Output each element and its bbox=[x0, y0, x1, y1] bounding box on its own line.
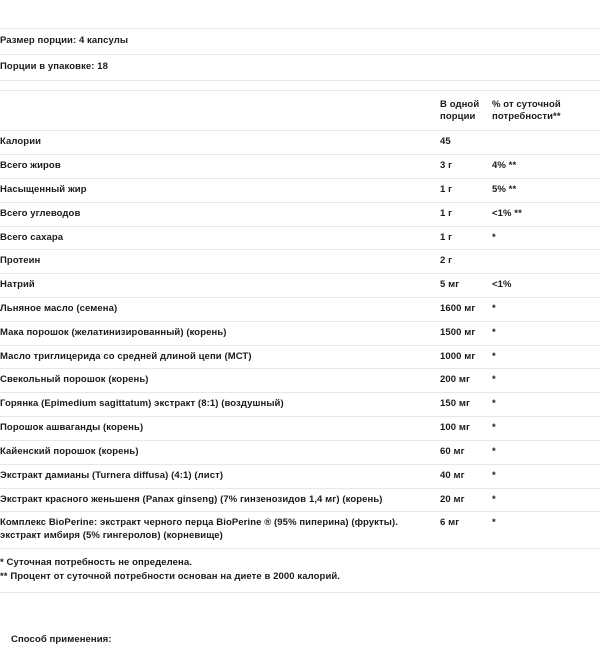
table-bottom-rule bbox=[0, 592, 600, 608]
nutrient-amount: 1 г bbox=[440, 207, 453, 219]
nutrient-name: Порошок ашваганды (корень) bbox=[0, 422, 144, 434]
footnote-single-asterisk: * Суточная потребность не определена. bbox=[0, 556, 192, 568]
table-row bbox=[0, 178, 600, 202]
table-spacer-cell bbox=[0, 80, 600, 90]
table-row bbox=[0, 155, 600, 179]
nutrient-amount: 40 мг bbox=[440, 469, 465, 481]
nutrient-amount: 3 г bbox=[440, 160, 453, 172]
nutrient-amount: 1500 мг bbox=[440, 326, 476, 338]
nutrient-amount: 200 мг bbox=[440, 374, 471, 386]
nutrient-amount: 150 мг bbox=[440, 398, 471, 410]
nutrient-name: Свекольный порошок (корень) bbox=[0, 374, 149, 386]
nutrient-amount: 1000 мг bbox=[440, 350, 476, 362]
nutrient-daily-value: * bbox=[492, 303, 496, 314]
nutrient-name: Кайенский порошок (корень) bbox=[0, 445, 139, 457]
nutrient-name: Комплекс BioPerine: экстракт черного перца BioPerine ® (95% пиперина) (фрукты). экстракт имбиря (5% гингеролов) (корневище) bbox=[0, 517, 398, 542]
servings-per-container-row bbox=[0, 54, 600, 80]
nutrient-name: Всего сахара bbox=[0, 231, 64, 243]
column-header-daily-value: % от суточной потребности** bbox=[492, 98, 561, 122]
table-row bbox=[0, 298, 600, 322]
nutrient-daily-value: <1% ** bbox=[492, 207, 522, 219]
nutrient-daily-value: * bbox=[492, 493, 496, 505]
table-row bbox=[0, 393, 600, 417]
nutrient-daily-value: * bbox=[492, 374, 496, 386]
nutrient-name: Экстракт дамианы (Turnera diffusa) (4:1) (лист) bbox=[0, 469, 224, 481]
nutrient-name: Горянка (Epimedium sagittatum) экстракт (8:1) (воздушный) bbox=[0, 398, 284, 410]
table-row bbox=[0, 131, 600, 155]
nutrient-amount: 1 г bbox=[440, 231, 453, 243]
nutrient-name: Экстракт красного женьшеня (Panax ginseng) (7% гинзенозидов 1,4 мг) (корень) bbox=[0, 493, 383, 505]
nutrient-name: Натрий bbox=[0, 279, 35, 291]
nutrient-name: Протеин bbox=[0, 255, 41, 267]
nutrient-name: Калории bbox=[0, 136, 42, 148]
nutrient-daily-value: * bbox=[492, 326, 496, 338]
serving-size-row bbox=[0, 29, 600, 55]
nutrient-daily-value: * bbox=[492, 469, 496, 481]
nutrient-amount: 45 bbox=[440, 136, 451, 148]
supplement-facts-table bbox=[0, 28, 600, 592]
table-row bbox=[0, 488, 600, 512]
nutrient-daily-value bbox=[492, 250, 600, 274]
nutrient-amount: 6 мг bbox=[440, 517, 460, 529]
nutrient-name: Всего жиров bbox=[0, 160, 61, 172]
nutrient-daily-value: * bbox=[492, 398, 496, 410]
table-row bbox=[0, 440, 600, 464]
nutrient-name: Масло триглицерида со средней длиной цепи (МСТ) bbox=[0, 350, 252, 362]
table-row bbox=[0, 417, 600, 441]
nutrient-daily-value: * bbox=[492, 517, 496, 529]
nutrient-name: Всего углеводов bbox=[0, 207, 81, 219]
table-header-row bbox=[0, 90, 600, 131]
table-row bbox=[0, 250, 600, 274]
nutrient-name: Мака порошок (желатинизированный) (корень) bbox=[0, 326, 227, 338]
nutrient-amount: 5 мг bbox=[440, 279, 460, 291]
nutrient-amount: 2 г bbox=[440, 255, 453, 267]
nutrient-daily-value: * bbox=[492, 445, 496, 457]
nutrient-daily-value: * bbox=[492, 231, 496, 243]
table-row bbox=[0, 321, 600, 345]
table-row bbox=[0, 226, 600, 250]
nutrient-amount: 60 мг bbox=[440, 445, 465, 457]
directions-heading: Способ применения: bbox=[11, 634, 112, 645]
nutrient-name: Льняное масло (семена) bbox=[0, 303, 118, 314]
nutrient-amount: 20 мг bbox=[440, 493, 465, 505]
nutrient-amount: 100 мг bbox=[440, 422, 471, 434]
table-spacer-row bbox=[0, 80, 600, 90]
nutrient-amount: 1 г bbox=[440, 183, 453, 195]
nutrient-daily-value: * bbox=[492, 422, 496, 434]
serving-size-label: Размер порции: 4 капсулы bbox=[0, 35, 129, 46]
column-header-amount-per-serving: В одной порции bbox=[440, 98, 480, 122]
table-row bbox=[0, 369, 600, 393]
nutrient-daily-value: 5% ** bbox=[492, 183, 517, 195]
column-header-nutrient bbox=[0, 90, 440, 131]
nutrient-daily-value: 4% ** bbox=[492, 160, 517, 172]
table-row bbox=[0, 345, 600, 369]
table-row bbox=[0, 464, 600, 488]
footnotes-cell bbox=[0, 548, 600, 592]
footnote-double-asterisk: ** Процент от суточной потребности основан на диете в 2000 калорий. bbox=[0, 571, 341, 583]
table-row bbox=[0, 274, 600, 298]
table-row bbox=[0, 202, 600, 226]
supplement-facts-body bbox=[0, 29, 600, 593]
nutrient-daily-value bbox=[492, 131, 600, 155]
table-row bbox=[0, 512, 600, 549]
servings-per-container-label: Порции в упаковке: 18 bbox=[0, 60, 109, 72]
nutrient-daily-value: * bbox=[492, 350, 496, 362]
nutrient-amount: 1600 мг bbox=[440, 303, 476, 314]
footnotes-row bbox=[0, 548, 600, 592]
nutrient-daily-value: <1% bbox=[492, 279, 512, 291]
nutrient-name: Насыщенный жир bbox=[0, 183, 87, 195]
